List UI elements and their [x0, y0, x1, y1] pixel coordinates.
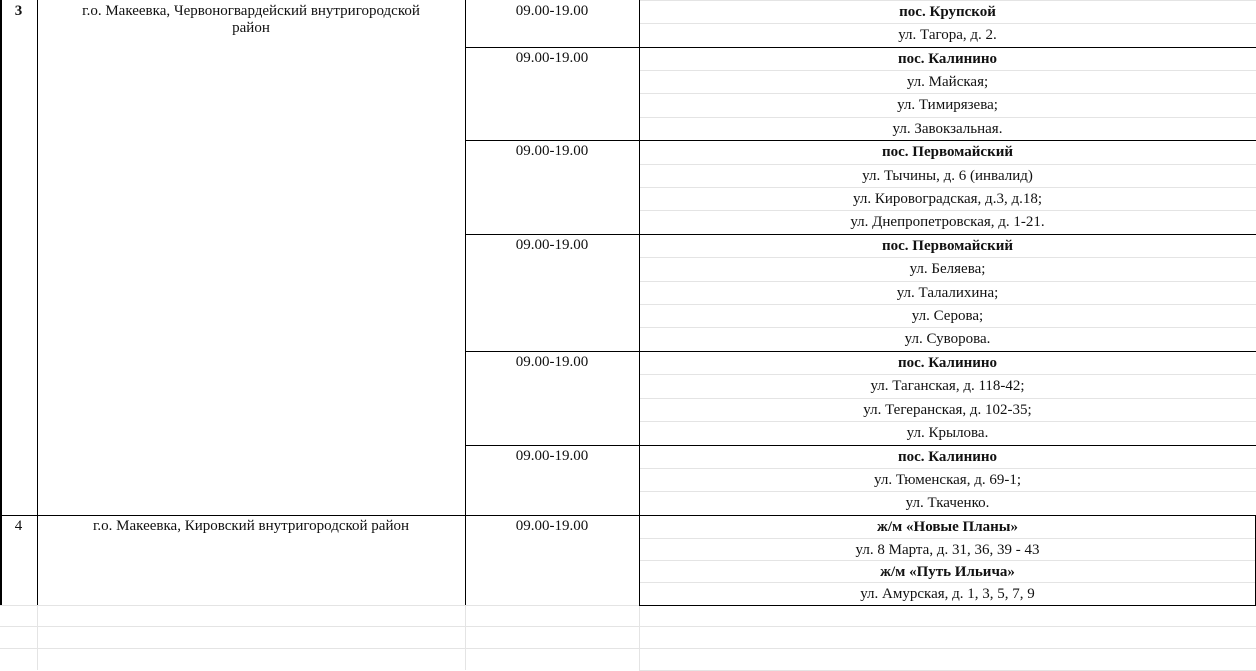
gridline [639, 421, 1256, 422]
street-address: ул. Майская; [906, 74, 989, 90]
gridline [639, 117, 1256, 118]
street-address: ул. Крылова. [906, 425, 989, 441]
gridline [639, 398, 1256, 399]
street-address: ул. Ткаченко. [905, 495, 990, 511]
street-address: ул. Беляева; [909, 261, 986, 277]
gridline [639, 70, 1256, 71]
cell-border [465, 140, 1256, 141]
gridline [639, 582, 1256, 583]
gridline [639, 187, 1256, 188]
street-address: ул. Завокзальная. [892, 121, 1003, 137]
gridline [639, 281, 1256, 282]
settlement-name: пос. Первомайский [881, 238, 1014, 254]
time-range: 09.00-19.00 [515, 50, 589, 66]
street-address: ул. Тюменская, д. 69-1; [874, 472, 1021, 488]
settlement-name: пос. Крупской [899, 4, 996, 20]
settlement-name: ж/м «Путь Ильича» [880, 564, 1015, 580]
time-range: 09.00-19.00 [515, 3, 589, 19]
time-range: 09.00-19.00 [515, 354, 589, 370]
cell-border [465, 351, 1256, 352]
settlement-name: пос. Калинино [897, 51, 998, 67]
gridline [639, 327, 1256, 328]
gridline [639, 23, 1256, 24]
gridline [639, 468, 1256, 469]
street-address: ул. Днепропетровская, д. 1-21. [850, 214, 1045, 230]
gridline [639, 560, 1256, 561]
gridline [37, 605, 38, 670]
street-address: ул. Кировоградская, д.3, д.18; [853, 191, 1042, 207]
row-number: 3 [14, 3, 23, 19]
district-name: район [232, 20, 270, 36]
row-number: 4 [14, 518, 23, 534]
cell-border [465, 515, 1256, 516]
gridline [639, 164, 1256, 165]
gridline [639, 304, 1256, 305]
settlement-name: пос. Калинино [897, 355, 998, 371]
street-address: ул. 8 Марта, д. 31, 36, 39 - 43 [855, 542, 1040, 558]
gridline [639, 491, 1256, 492]
cell-border [465, 47, 1256, 48]
street-address: ул. Тычины, д. 6 (инвалид) [862, 168, 1033, 184]
cell-border [465, 445, 1256, 446]
street-address: ул. Таганская, д. 118-42; [870, 378, 1025, 394]
gridline [639, 605, 640, 670]
time-range: 09.00-19.00 [515, 448, 589, 464]
district-name: г.о. Макеевка, Червоногвардейский внутригородской [82, 3, 420, 19]
gridline [465, 605, 466, 670]
street-address: ул. Серова; [911, 308, 984, 324]
settlement-name: ж/м «Новые Планы» [877, 519, 1018, 535]
time-range: 09.00-19.00 [515, 143, 589, 159]
time-range: 09.00-19.00 [515, 237, 589, 253]
gridline [639, 257, 1256, 258]
time-range: 09.00-19.00 [515, 518, 589, 534]
gridline [639, 210, 1256, 211]
street-address: ул. Тимирязева; [897, 97, 998, 113]
gridline [639, 374, 1256, 375]
street-address: ул. Амурская, д. 1, 3, 5, 7, 9 [860, 586, 1035, 602]
gridline [639, 0, 1256, 1]
settlement-name: пос. Первомайский [881, 144, 1014, 160]
cell-border [465, 234, 1256, 235]
district-name: г.о. Макеевка, Кировский внутригородской район [92, 518, 410, 534]
gridline [639, 93, 1256, 94]
street-address: ул. Суворова. [904, 331, 991, 347]
gridline [0, 626, 1256, 627]
street-address: ул. Талалихина; [896, 285, 999, 301]
gridline [639, 538, 1256, 539]
settlement-name: пос. Калинино [897, 449, 998, 465]
cell-border [639, 605, 1256, 606]
street-address: ул. Тегеранская, д. 102-35; [863, 402, 1032, 418]
gridline [0, 648, 1256, 649]
street-address: ул. Тагора, д. 2. [898, 27, 997, 43]
